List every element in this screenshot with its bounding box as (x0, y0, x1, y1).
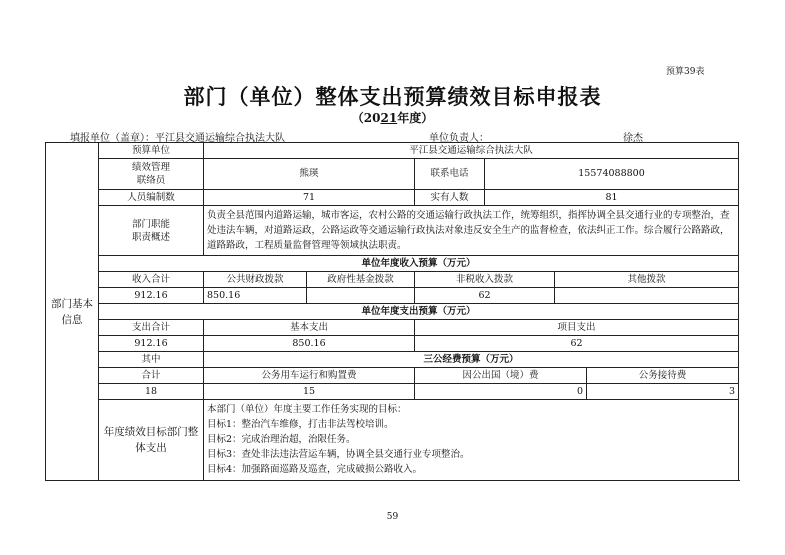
expense-header-project: 项目支出 (415, 320, 739, 336)
three-section-title: 三公经费预算（万元） (204, 352, 739, 368)
budget-unit-value: 平江县交通运输综合执法大队 (204, 143, 739, 159)
side-label-basic: 部门基本信息 (46, 143, 99, 481)
three-value-abroad: 0 (415, 384, 587, 400)
phone-value: 15574088800 (485, 159, 739, 190)
row-budget-unit (46, 143, 739, 159)
income-header-public: 公共财政拨款 (204, 272, 307, 288)
row-expense-headers (46, 320, 739, 336)
duties-label: 部门职能 职责概述 (99, 206, 204, 256)
page-title: 部门（单位）整体支出预算绩效目标申报表 (183, 85, 602, 109)
row-staffing (46, 190, 739, 206)
expense-value-project: 62 (415, 336, 739, 352)
form-number: 预算39表 (666, 67, 705, 77)
expense-header-total: 支出合计 (99, 320, 204, 336)
income-header-other: 其他拨款 (555, 272, 739, 288)
expense-header-basic: 基本支出 (204, 320, 415, 336)
expense-value-basic: 850.16 (204, 336, 415, 352)
performance-table (45, 142, 739, 481)
year-value: 21 (380, 111, 398, 125)
staffing-label: 人员编制数 (99, 190, 204, 206)
goal-item: 目标3：查处非法违法营运车辆，协调全县交通行业专项整治。 (207, 449, 470, 460)
row-contact (46, 159, 739, 190)
row-income-section (46, 256, 739, 272)
three-header-car: 公务用车运行和购置费 (204, 368, 415, 384)
phone-label: 联系电话 (415, 159, 485, 190)
year-suffix: 年度） (397, 111, 434, 125)
three-header-reception: 公务接待费 (587, 368, 739, 384)
filler-unit: 填报单位（盖章）：平江县交通运输综合执法大队 (70, 133, 285, 144)
income-value-total: 912.16 (99, 288, 204, 304)
income-value-fund (307, 288, 415, 304)
manager-label: 单位负责人： (429, 133, 489, 144)
row-goals (46, 400, 739, 481)
goals-intro: 本部门（单位）年度主要工作任务实现的目标： (207, 404, 407, 415)
income-header-fund: 政府性基金拨款 (307, 272, 415, 288)
three-value-total: 18 (99, 384, 204, 400)
row-three-values (46, 384, 739, 400)
manager-name: 徐杰 (623, 133, 643, 144)
row-income-values (46, 288, 739, 304)
income-value-public: 850.16 (204, 288, 307, 304)
row-expense-section (46, 304, 739, 320)
three-value-car: 15 (204, 384, 415, 400)
income-header-nontax: 非税收入拨款 (415, 272, 555, 288)
staffing-value: 71 (204, 190, 415, 206)
actual-value: 81 (485, 190, 739, 206)
goal-item: 目标2：完成治理治超，治限任务。 (207, 434, 356, 445)
row-income-headers (46, 272, 739, 288)
expense-value-total: 912.16 (99, 336, 204, 352)
page-number: 59 (386, 512, 399, 522)
goal-item: 目标4：加强路面巡路及巡查，完成破损公路收入。 (207, 464, 423, 475)
year-prefix: （20 (351, 111, 381, 125)
goal-item: 目标1：整治汽车维修，打击非法驾校培训。 (207, 419, 394, 430)
row-three-headers (46, 368, 739, 384)
income-value-other (555, 288, 739, 304)
income-header-total: 收入合计 (99, 272, 204, 288)
side-label-goals: 年度绩效目标部门整体支出 (99, 400, 204, 481)
row-expense-values (46, 336, 739, 352)
year-line (0, 109, 785, 126)
contact-label: 绩效管理 联络员 (99, 159, 204, 190)
expense-section-title: 单位年度支出预算（万元） (99, 304, 739, 320)
income-section-title: 单位年度收入预算（万元） (99, 256, 739, 272)
actual-label: 实有人数 (415, 190, 485, 206)
three-value-reception: 3 (587, 384, 739, 400)
budget-unit-label: 预算单位 (99, 143, 204, 159)
row-three-section (46, 352, 739, 368)
three-header-abroad: 因公出国（境）费 (415, 368, 587, 384)
goals-cell (204, 400, 739, 481)
contact-name: 熊瑛 (204, 159, 415, 190)
among-label: 其中 (99, 352, 204, 368)
three-header-total: 合计 (99, 368, 204, 384)
income-value-nontax: 62 (415, 288, 555, 304)
row-duties (46, 206, 739, 256)
duties-text: 负责全县范围内道路运输，城市客运，农村公路的交通运输行政执法工作，统筹组织，指挥协调全县交通行业的专项整治，查处违法车辆，对道路运政，公路运政等交通运输行政执法对象违反安全生产的监督检查，依法纠正工作。综合履行公路路政，道路路政，工程质量监督管理等领域执法职责。 (204, 206, 739, 256)
